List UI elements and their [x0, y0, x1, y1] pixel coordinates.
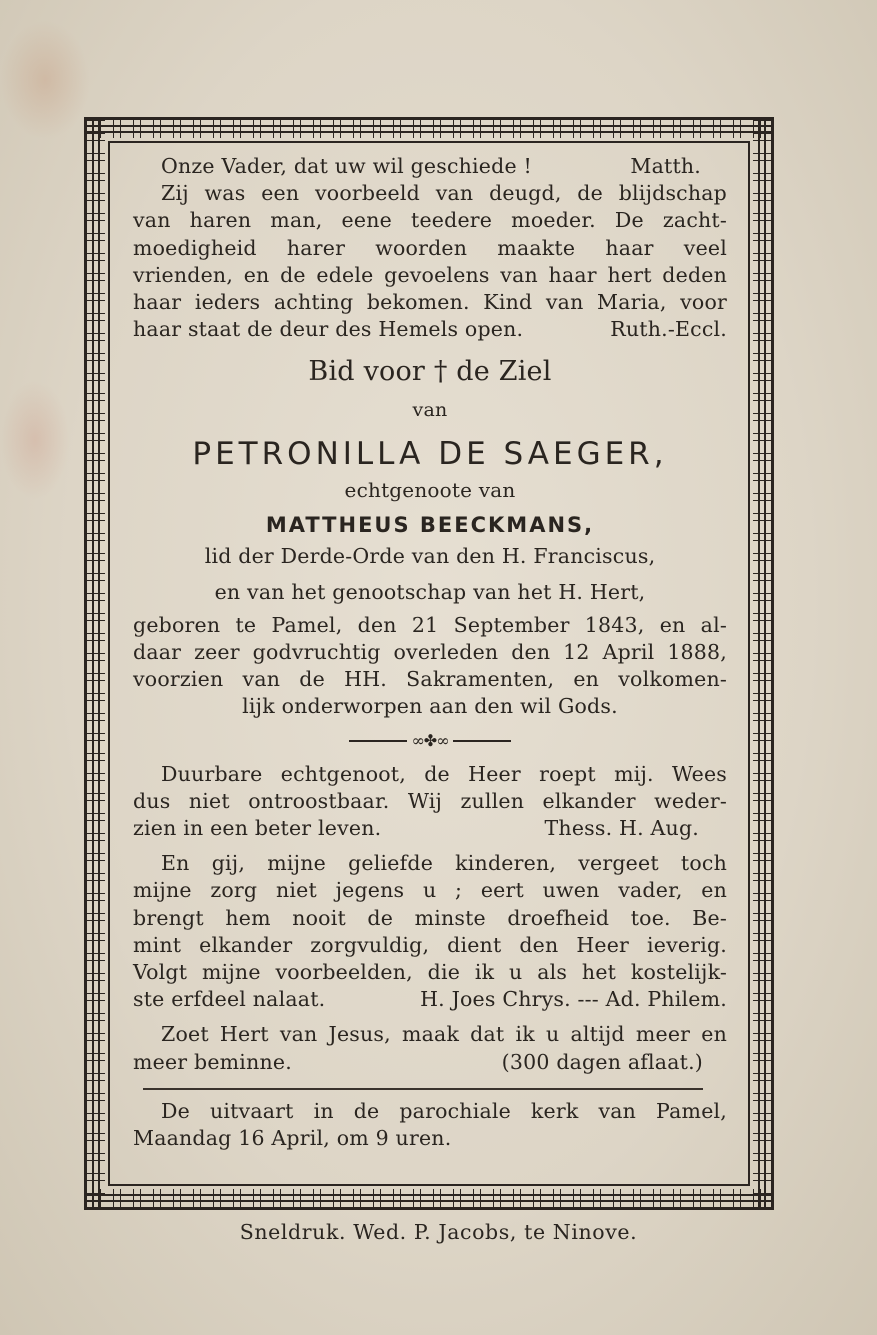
prayer-heading: Bid voor † de Ziel	[308, 356, 552, 388]
bio-line: voorzien van de HH. Sakramenten, en volkomen-	[133, 667, 727, 692]
verse2-line: Duurbare echtgenoot, de Heer roept mij. Wees	[161, 761, 727, 786]
bio-line: geboren te Pamel, den 21 September 1843, en al-	[133, 612, 727, 637]
order-line: lid der Derde-Orde van den H. Franciscus,	[204, 544, 656, 569]
spouse-name: MATTHEUS BEECKMANS,	[265, 513, 595, 538]
stain	[0, 20, 90, 140]
border-band-left	[87, 120, 105, 1207]
verse4-last-line: meer beminne. (300 dagen aflaat.)	[133, 1049, 703, 1074]
verse1-line: vrienden, en de edele gevoelens van haar hert deden	[133, 262, 727, 287]
bio-line: lijk onderworpen aan den wil Gods.	[242, 694, 618, 719]
spouse-label: echtgenoote van	[344, 478, 516, 503]
verse4-line: Zoet Hert van Jesus, maak dat ik u altijd meer en	[161, 1022, 727, 1047]
stain	[0, 380, 70, 500]
verse3-line: Volgt mijne voorbeelden, die ik u als het kostelijk-	[133, 960, 727, 985]
verse3-last-line: ste erfdeel nalaat. H. Joes Chrys. --- Ad. Philem.	[133, 987, 727, 1012]
verse2-line: dus niet ontroostbaar. Wij zullen elkander weder-	[133, 788, 727, 813]
verse2-last-line: zien in een beter leven. Thess. H. Aug.	[133, 816, 699, 841]
printer-imprint: Sneldruk. Wed. P. Jacobs, te Ninove.	[239, 1220, 638, 1244]
verse1-first-line: Onze Vader, dat uw wil geschiede ! Matth.	[161, 154, 701, 178]
verse1-last-line: haar staat de deur des Hemels open. Ruth.-Eccl.	[133, 317, 727, 342]
ornament-icon: ∞✤∞	[411, 731, 449, 751]
verse4	[133, 1021, 727, 1075]
funeral-line: De uitvaart in de parochiale kerk van Pamel,	[161, 1098, 727, 1123]
verse1-line: moedigheid harer woorden maakte haar veel	[133, 235, 727, 260]
deceased-name: PETRONILLA DE SAEGER,	[192, 436, 668, 473]
ornament-divider	[133, 731, 727, 751]
border-band-bottom	[87, 1189, 771, 1207]
verse1-line: haar ieders achting bekomen. Kind van Maria, voor	[133, 290, 727, 315]
funeral-line: Maandag 16 April, om 9 uren.	[133, 1126, 452, 1151]
border-band-right	[753, 120, 771, 1207]
verse3-line: mijne zorg niet jegens u ; eert uwen vader, en	[133, 878, 727, 903]
verse3-line: En gij, mijne geliefde kinderen, vergeet toch	[161, 851, 727, 876]
van-label: van	[412, 399, 448, 422]
verse1-line: van haren man, eene teedere moeder. De zacht-	[133, 208, 727, 233]
verse3-line: brengt hem nooit de minste droefheid toe. Be-	[133, 905, 727, 930]
society-line: en van het genootschap van het H. Hert,	[214, 579, 646, 604]
verse1-line: Zij was een voorbeeld van deugd, de blijdschap	[161, 181, 727, 206]
bio	[133, 612, 727, 721]
border-band-top	[87, 120, 771, 138]
bio-line: daar zeer godvruchtig overleden den 12 April 1888,	[133, 640, 727, 665]
verse3	[133, 850, 727, 1013]
verse3-line: mint elkander zorgvuldig, dient den Heer ieverig.	[133, 932, 727, 957]
divider-line	[143, 1088, 703, 1090]
card-text	[133, 153, 727, 1152]
